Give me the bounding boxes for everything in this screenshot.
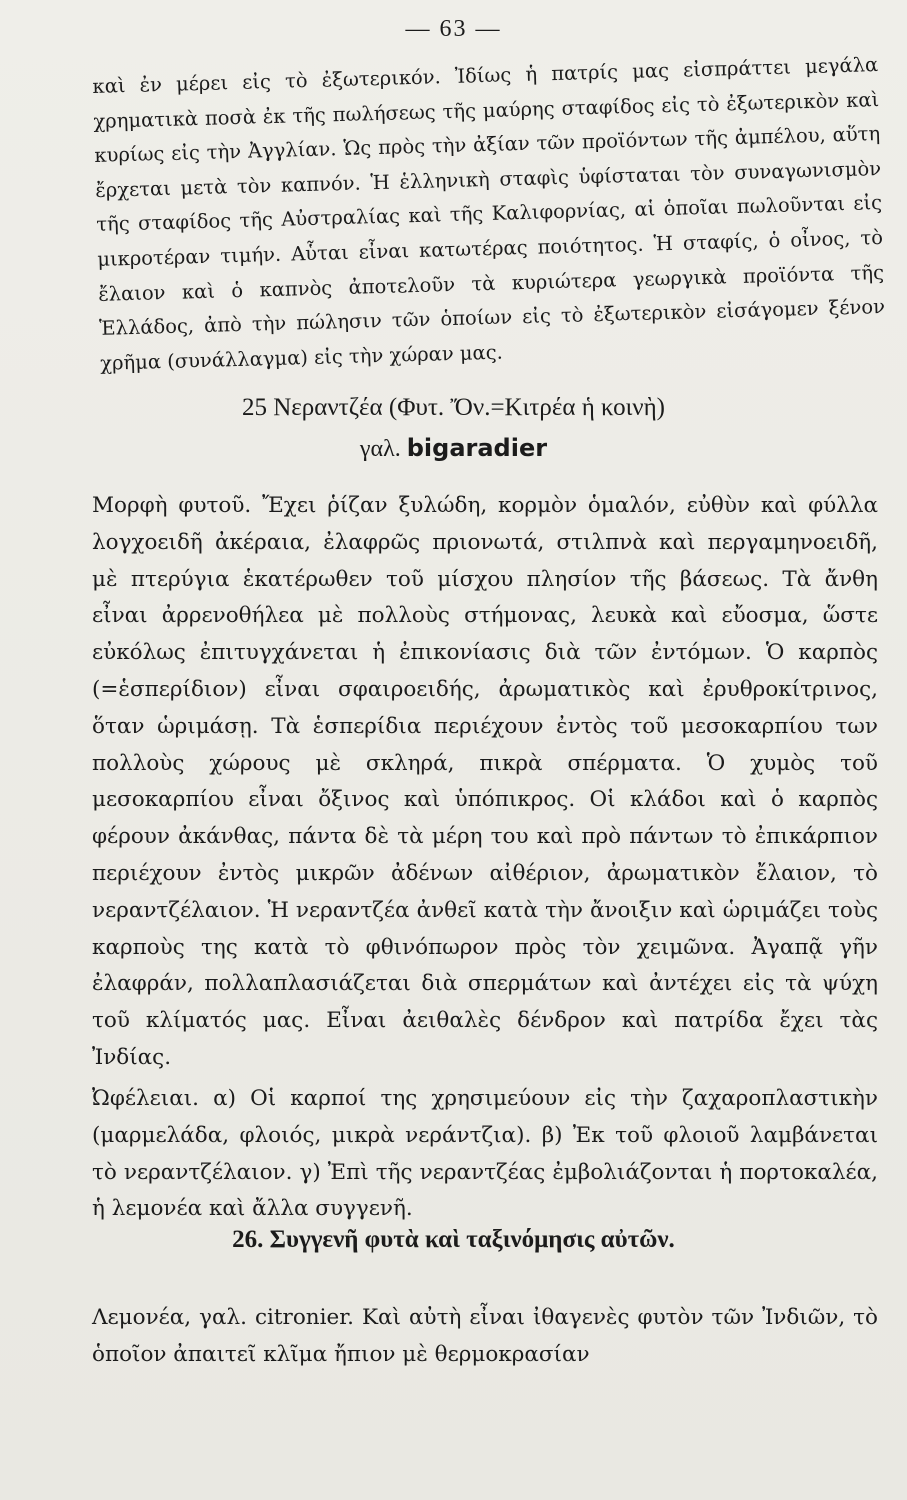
subtitle-term: bigaradier bbox=[406, 434, 548, 462]
section-25-subtitle bbox=[0, 434, 907, 463]
section-25-title: 25 Νεραντζέα (Φυτ. Ὄν.=Κιτρέα ἡ κοινὴ) bbox=[241, 394, 665, 421]
page-number: — 63 — bbox=[405, 16, 502, 42]
paragraph-benefits: Ὠφέλειαι. α) Οἱ καρποί της χρησιμεύουν εἰς τὴν ζαχαροπλαστικὴν (μαρμελάδα, φλοιός, μικρὰ νεράντζια). β) Ἐκ τοῦ φλοιοῦ λαμβάνεται τὸ νεραντζέλαιον. γ) Ἐπὶ τῆς νεραντζέας ἐμβολιάζονται ἡ πορτοκαλέα, ἡ λεμονέα καὶ ἄλλα συγγενῆ. bbox=[92, 1086, 878, 1222]
subtitle-prefix: γαλ. bbox=[359, 436, 401, 462]
paragraph-plant-form: Μορφὴ φυτοῦ. Ἔχει ῥίζαν ξυλώδη, κορμὸν ὁμαλόν, εὐθὺν καὶ φύλλα λογχοειδῆ ἀκέραια, ἐλαφρῶς πριονωτά, στιλπνὰ καὶ περγαμηνοειδῆ, μὲ πτερύγια ἑκατέρωθεν τοῦ μίσχου πλησίον τῆς βάσεως. Τὰ ἄνθη εἶναι ἀρρενοθήλεα μὲ πολλοὺς στήμονας, λευκὰ καὶ εὔοσμα, ὥστε εὐκόλως ἐπιτυγχάνεται ἡ ἐπικονίασις διὰ τῶν ἐντόμων. Ὁ καρπὸς (=ἑσπερίδιον) εἶναι σφαιροειδής, ἀρωματικὸς καὶ ἐρυθροκίτρινος, ὅταν ὡριμάσῃ. Τὰ ἑσπερίδια περιέχουν ἐντὸς τοῦ μεσοκαρπίου των πολλοὺς χώρους μὲ σκληρά, πικρὰ σπέρματα. Ὁ χυμὸς τοῦ μεσοκαρπίου εἶναι ὄξινος καὶ ὑπόπικρος. Οἱ κλάδοι καὶ ὁ καρπὸς φέρουν ἀκάνθας, πάντα δὲ τὰ μέρη του καὶ πρὸ πάντων τὸ ἐπικάρπιον περιέχουν ἐντὸς μικρῶν ἀδένων αἰθέριον, ἀρωματικὸν ἔλαιον, τὸ νεραντζέλαιον. Ἡ νεραντζέα ἀνθεῖ κατὰ τὴν ἄνοιξιν καὶ ὡριμάζει τοὺς καρποὺς της κατὰ τὸ φθινόπωρον πρὸς τὸν χειμῶνα. Ἀγαπᾷ γῆν ἐλαφράν, πολλαπλασιάζεται διὰ σπερμάτων καὶ ἀντέχει εἰς τὰ ψύχη τοῦ κλίματός μας. Εἶναι ἀειθαλὲς δένδρον καὶ πατρίδα ἔχει τὰς Ἰνδίας. bbox=[92, 493, 878, 1070]
section-26-title: 26. Συγγενῆ φυτὰ καὶ ταξινόμησις αὐτῶν. bbox=[232, 1226, 675, 1253]
paragraph-viticulture: καὶ ἐν μέρει εἰς τὸ ἐξωτερικόν. Ἰδίως ἡ πατρίς μας εἰσπράττει μεγάλα χρηματικὰ ποσὰ ἐκ τῆς πωλήσεως τῆς μαύρης σταφίδος εἰς τὸ ἐξωτερικὸν καὶ κυρίως εἰς τὴν Ἀγγλίαν. Ὡς πρὸς τὴν ἀξίαν τῶν προϊόντων τῆς ἀμπέλου, αὕτη ἔρχεται μετὰ τὸν καπνόν. Ἡ ἑλληνικὴ σταφὶς ὑφίσταται τὸν συναγωνισμὸν τῆς σταφίδος τῆς Αὐστραλίας καὶ τῆς Καλιφορνίας, αἱ ὁποῖαι πωλοῦνται εἰς μικροτέραν τιμήν. Αὗται εἶναι κατωτέρας ποιότητος. Ἡ σταφίς, ὁ οἶνος, τὸ ἔλαιον καὶ ὁ καπνὸς ἀποτελοῦν τὰ κυριώτερα γεωργικὰ προϊόντα τῆς Ἑλλάδος, ἀπὸ τὴν πώλησιν τῶν ὁποίων εἰς τὸ ἐξωτερικὸν εἰσάγομεν ξένον χρῆμα (συνάλλαγμα) εἰς τὴν χώραν μας. bbox=[92, 53, 886, 375]
paragraph-lemon-tree: Λεμονέα, γαλ. citronier. Καὶ αὐτὴ εἶναι ἰθαγενὲς φυτὸν τῶν Ἰνδιῶν, τὸ ὁποῖον ἀπαιτεῖ κλῖμα ἤπιον μὲ θερμοκρασίαν bbox=[92, 1305, 878, 1367]
